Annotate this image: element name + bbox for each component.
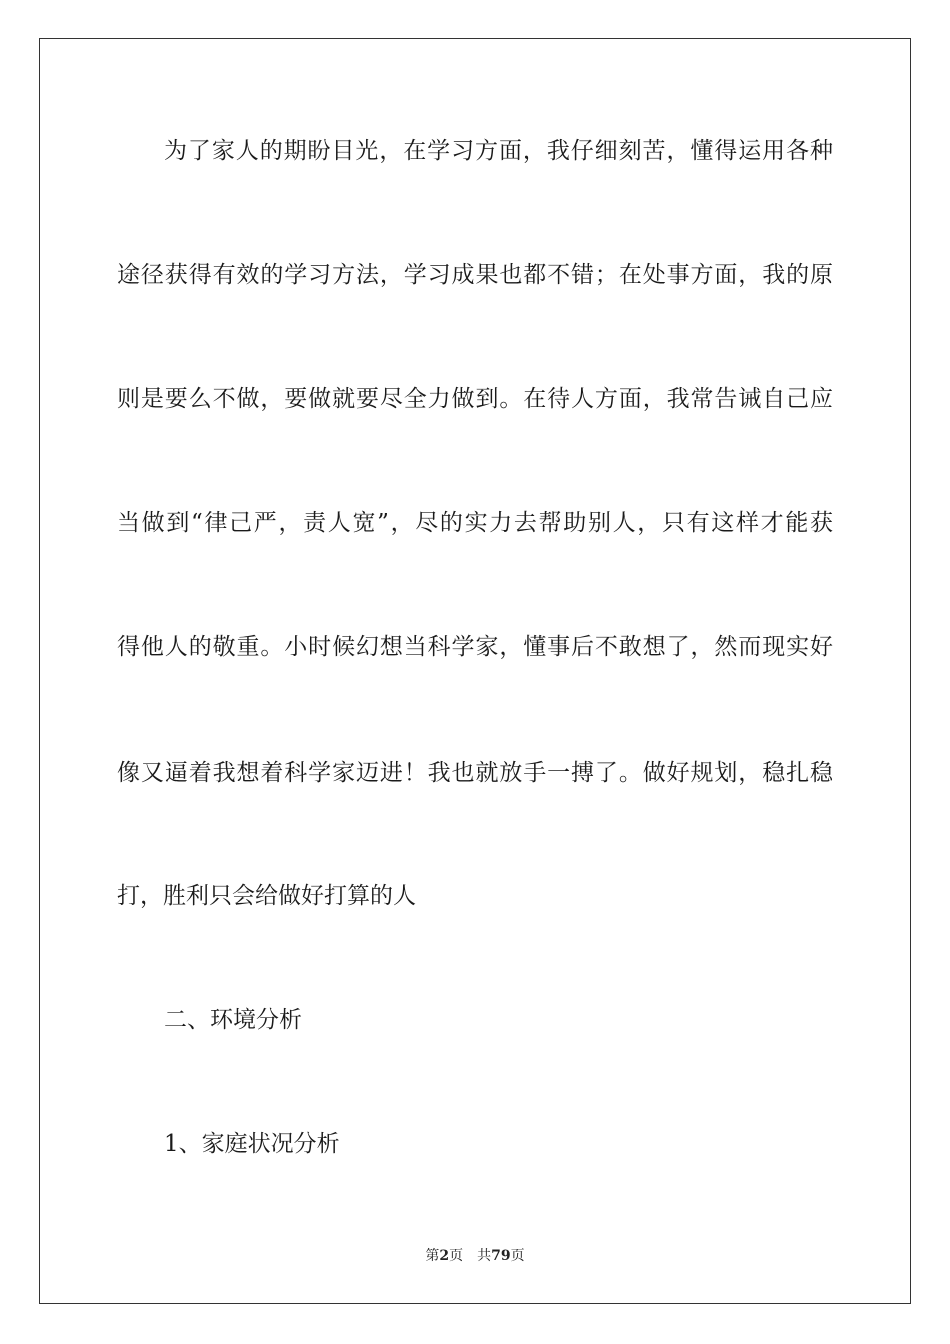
- total-label-suffix: 页: [510, 1248, 525, 1264]
- paragraph-line-2: 途径获得有效的学习方法，学习成果也都不错；在处事方面，我的原: [117, 262, 833, 288]
- total-label-prefix: 共: [477, 1248, 492, 1264]
- paragraph-line-7: 打，胜利只会给做好打算的人: [117, 883, 416, 909]
- page-footer: [0, 1247, 950, 1265]
- section-heading: 二、环境分析: [164, 1007, 302, 1033]
- paragraph-line-1: 为了家人的期盼目光，在学习方面，我仔细刻苦，懂得运用各种: [164, 138, 833, 164]
- page-label-suffix: 页: [449, 1248, 464, 1264]
- paragraph-line-6: 像又逼着我想着科学家迈进！我也就放手一搏了。做好规划，稳扎稳: [117, 760, 833, 786]
- paragraph-line-4: 当做到“律己严，责人宽”，尽的实力去帮助别人，只有这样才能获: [117, 510, 833, 536]
- total-pages: 79: [491, 1248, 511, 1264]
- page-border: [39, 38, 911, 1304]
- paragraph-line-5: 得他人的敬重。小时候幻想当科学家，懂事后不敢想了，然而现实好: [117, 634, 833, 660]
- page-label-prefix: 第: [425, 1248, 440, 1264]
- page-number: 2: [439, 1248, 450, 1264]
- subsection-heading: 1、家庭状况分析: [164, 1131, 340, 1157]
- paragraph-line-3: 则是要么不做，要做就要尽全力做到。在待人方面，我常告诫自己应: [117, 386, 833, 412]
